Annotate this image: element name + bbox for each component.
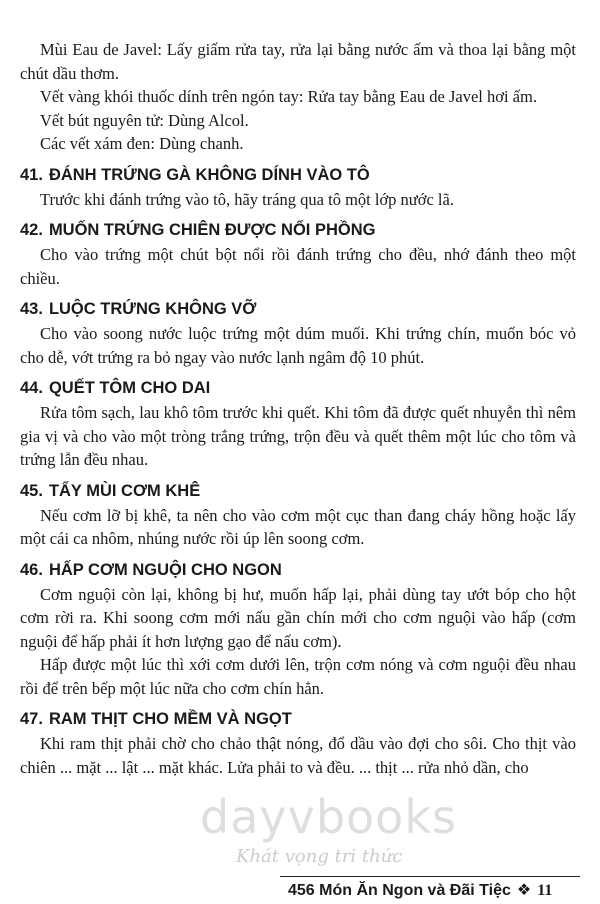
section-heading-43 (20, 298, 576, 320)
section-paragraph: Rửa tôm sạch, lau khô tôm trước khi quết. Khi tôm đã được quết nhuyễn thì nêm gia vị và cho vào một tròng trắng trứng, trộn đều và quết thêm một lúc cho tôm và trứng lẫn đều nhau. (20, 403, 576, 469)
section-title: MUỐN TRỨNG CHIÊN ĐƯỢC NỔI PHỒNG (48, 221, 376, 239)
section-number: 42. (20, 221, 43, 239)
section-number: 43. (20, 300, 43, 318)
section-title: HẤP CƠM NGUỘI CHO NGON (48, 560, 282, 579)
section-heading-41 (20, 164, 576, 186)
section-heading-42 (20, 219, 576, 241)
section-title: TẨY MÙI CƠM KHÊ (48, 481, 201, 500)
intro-paragraph: Vết vàng khói thuốc dính trên ngón tay: Rửa tay bằng Eau de Javel hơi ấm. (40, 87, 537, 106)
page-footer (288, 880, 552, 900)
section-number: 47. (20, 710, 43, 728)
section-paragraph: Khi ram thịt phải chờ cho chảo thật nóng, đổ dầu vào đợi cho sôi. Cho thịt vào chiên ... mặt ... lật ... mặt khác. Lửa phải to và đều. ... thịt ... rửa nhỏ dần, cho (20, 734, 576, 777)
watermark-logo: dayvbooks (200, 790, 457, 844)
section-title: RAM THỊT CHO MỀM VÀ NGỌT (48, 710, 292, 728)
section-heading-46 (20, 559, 576, 581)
section-paragraph: Cho vào soong nước luộc trứng một dúm muối. Khi trứng chín, muốn bóc vỏ cho dễ, vớt trứng ra bỏ ngay vào nước lạnh ngâm độ 10 phút. (20, 324, 576, 367)
section-title: QUẾT TÔM CHO DAI (48, 379, 211, 397)
diamond-icon: ❖ (516, 882, 532, 899)
section-number: 44. (20, 379, 43, 397)
watermark-tagline: Khát vọng tri thức (236, 846, 403, 867)
section-number: 41. (20, 165, 43, 184)
section-heading-44 (20, 377, 576, 399)
section-title: ĐÁNH TRỨNG GÀ KHÔNG DÍNH VÀO TÔ (48, 165, 370, 184)
section-heading-45 (20, 480, 576, 502)
section-paragraph: Trước khi đánh trứng vào tô, hãy tráng qua tô một lớp nước lã. (40, 189, 454, 209)
footer-book-title: 456 Món Ăn Ngon và Đãi Tiệc (288, 882, 511, 899)
intro-paragraph: Mùi Eau de Javel: Lấy giấm rửa tay, rửa lại bằng nước ấm và thoa lại bằng một chút dầu thơm. (20, 40, 576, 83)
footer-divider (280, 876, 580, 877)
section-paragraph: Cơm nguội còn lại, không bị hư, muốn hấp lại, phải dùng tay ướt bóp cho hột cơm rời ra. Khi soong cơm mới nấu gần chín mới cho cơm nguội vào hấp (cơm nguội để hấp phải ít hơn lượng gạo để nấu cơm). (20, 584, 576, 651)
section-number: 46. (20, 560, 43, 579)
section-paragraph: Hấp được một lúc thì xới cơm dưới lên, trộn cơm nóng và cơm nguội đều nhau rồi để trên bếp một lúc nữa cho cơm chín hẳn. (20, 655, 576, 698)
section-paragraph: Nếu cơm lỡ bị khê, ta nên cho vào cơm một cục than đang cháy hồng hoặc lấy một cái ca nhôm, nhúng nước rồi úp lên soong cơm. (20, 505, 576, 548)
section-paragraph: Cho vào trứng một chút bột nổi rồi đánh trứng cho đều, nhớ đánh theo một chiều. (20, 245, 576, 288)
intro-paragraph: Các vết xám đen: Dùng chanh. (40, 134, 244, 153)
section-heading-47 (20, 708, 576, 730)
page-number: 11 (537, 882, 553, 899)
section-number: 45. (20, 481, 43, 500)
section-title: LUỘC TRỨNG KHÔNG VỠ (48, 300, 257, 318)
intro-paragraph: Vết bút nguyên tử: Dùng Alcol. (40, 110, 249, 130)
page-content (20, 38, 576, 779)
